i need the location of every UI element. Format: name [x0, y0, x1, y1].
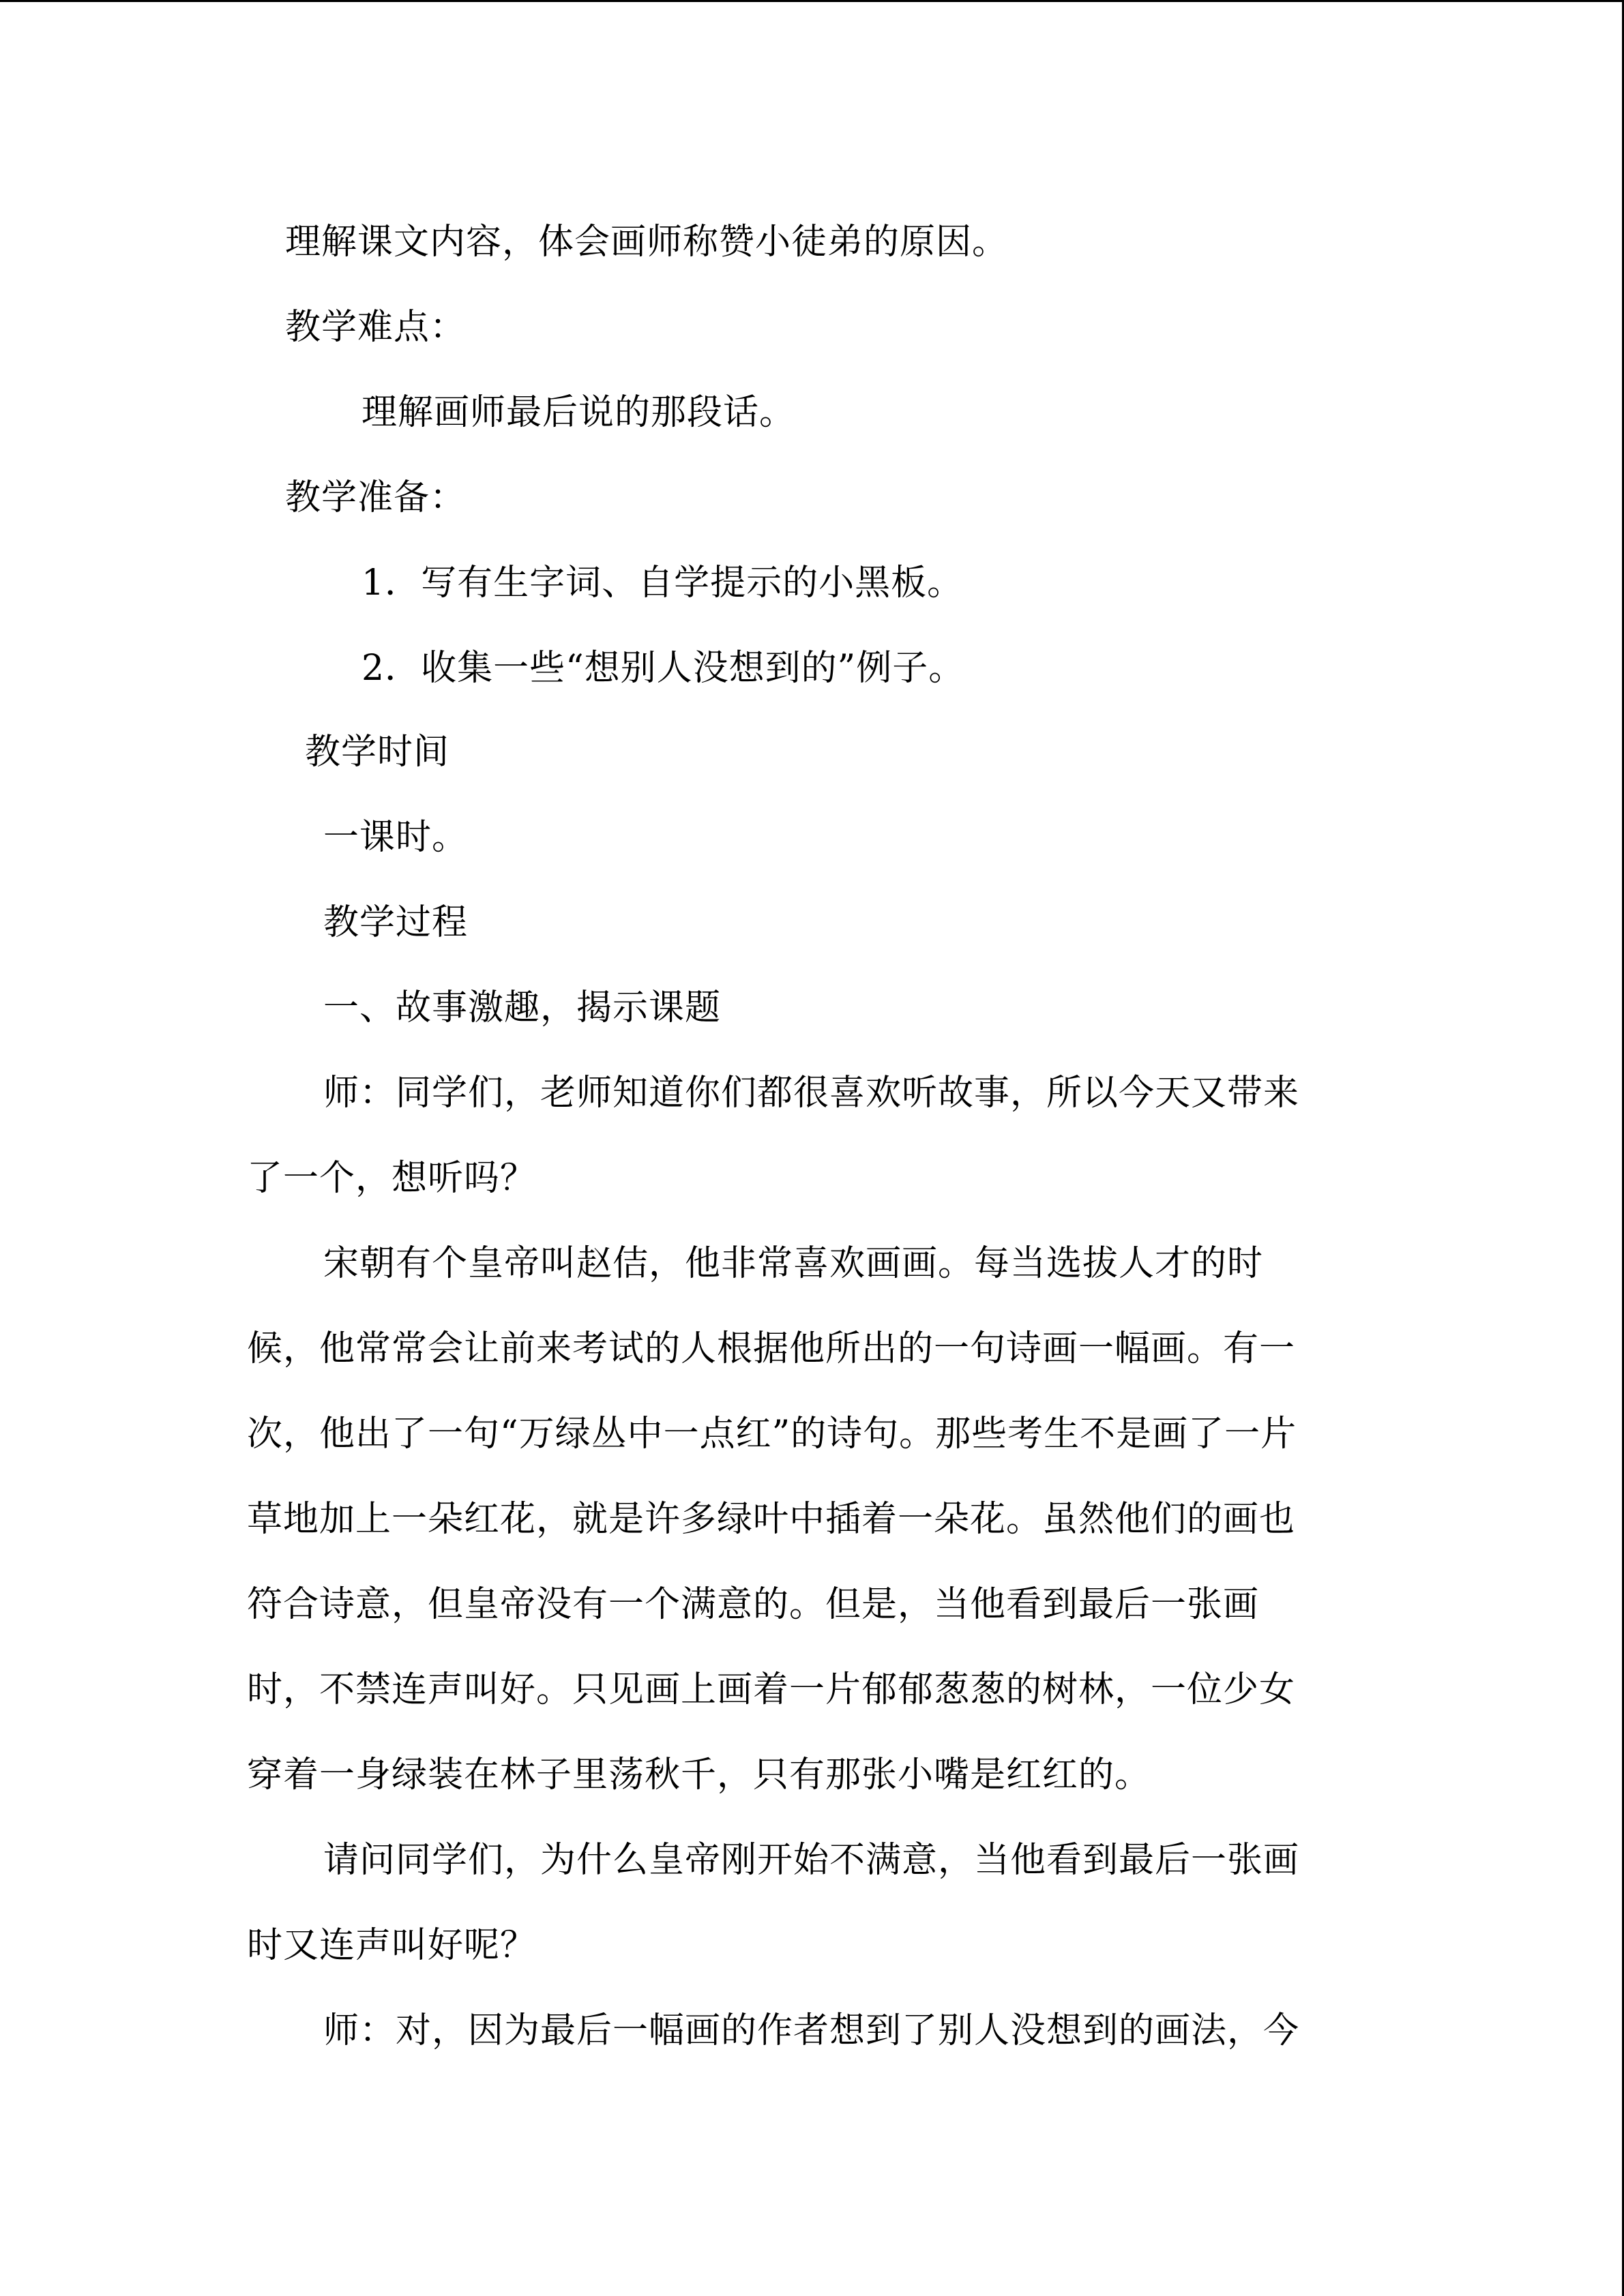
paragraph-line: 请问同学们，为什么皇帝刚开始不满意，当他看到最后一张画 — [323, 1840, 1300, 1881]
list-item: 1．写有生字词、自学提示的小黑板。 — [361, 563, 964, 603]
paragraph-line: 了一个，想听吗？ — [247, 1158, 537, 1199]
section-heading: 教学过程 — [323, 902, 469, 943]
paragraph-line: 符合诗意，但皇帝没有一个满意的。但是，当他看到最后一张画 — [247, 1584, 1260, 1625]
paragraph-line: 时又连声叫好呢？ — [247, 1925, 537, 1966]
paragraph-line: 草地加上一朵红花，就是许多绿叶中插着一朵花。虽然他们的画也 — [247, 1499, 1296, 1540]
section-heading: 教学难点： — [285, 307, 467, 348]
paragraph-line: 理解课文内容，体会画师称赞小徒弟的原因。 — [285, 222, 1009, 263]
section-heading: 教学准备： — [285, 477, 467, 518]
paragraph-line: 时，不禁连声叫好。只见画上画着一片郁郁葱葱的树林，一位少女 — [247, 1669, 1296, 1710]
paragraph-line: 师：对，因为最后一幅画的作者想到了别人没想到的画法，今 — [323, 2010, 1300, 2051]
list-item: 2．收集一些“想别人没想到的”例子。 — [361, 648, 965, 689]
paragraph-line: 一课时。 — [323, 817, 469, 858]
section-heading: 一、故事激趣，揭示课题 — [323, 987, 722, 1028]
paragraph-line: 师：同学们，老师知道你们都很喜欢听故事，所以今天又带来 — [323, 1073, 1300, 1114]
paragraph-line: 穿着一身绿装在林子里荡秋千，只有那张小嘴是红红的。 — [247, 1755, 1151, 1795]
paragraph-line: 候，他常常会让前来考试的人根据他所出的一句诗画一幅画。有一 — [247, 1328, 1296, 1369]
paragraph-line: 宋朝有个皇帝叫赵佶，他非常喜欢画画。每当选拔人才的时 — [323, 1243, 1264, 1284]
section-heading: 教学时间 — [305, 732, 450, 773]
paragraph-line: 理解画师最后说的那段话。 — [361, 392, 796, 433]
paragraph-line: 次，他出了一句“万绿丛中一点红”的诗句。那些考生不是画了一片 — [247, 1414, 1297, 1455]
